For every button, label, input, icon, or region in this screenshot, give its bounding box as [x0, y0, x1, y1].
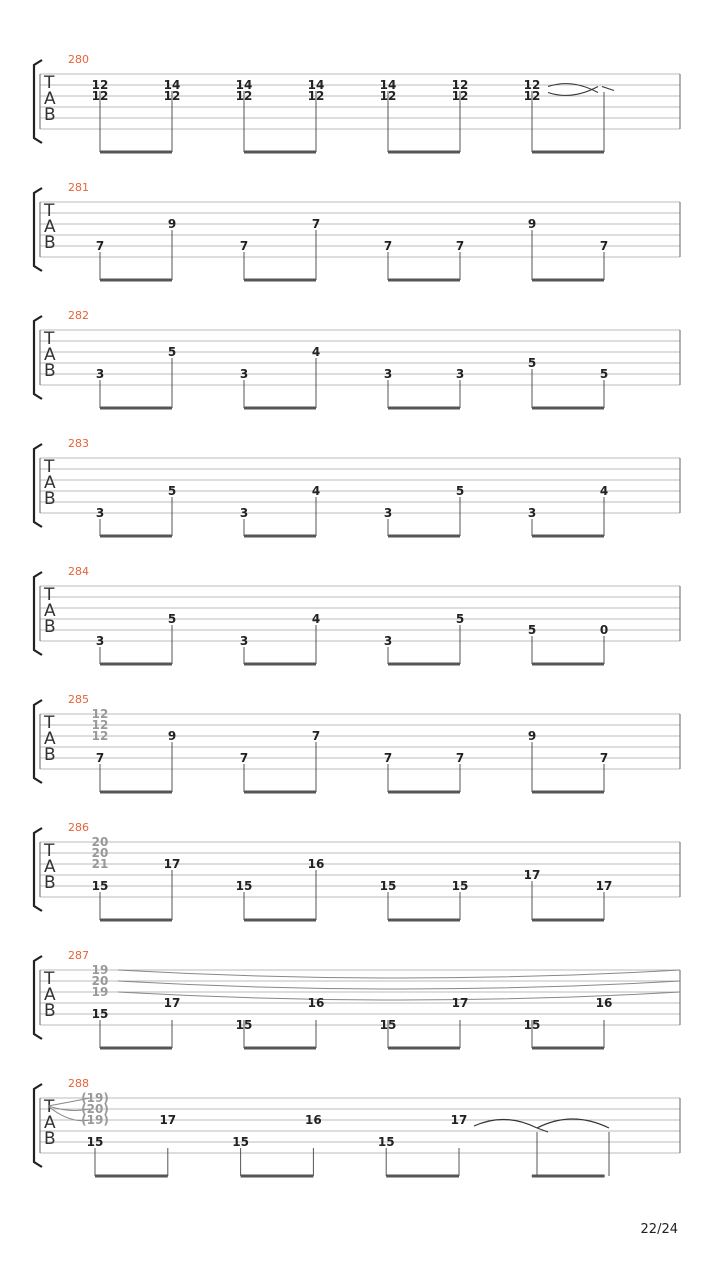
fret-number: 17 — [163, 996, 181, 1010]
fret-number: 3 — [239, 634, 249, 648]
fret-number: 21 — [91, 857, 109, 871]
fret-number: 14 — [307, 78, 325, 92]
fret-number: 7 — [455, 751, 465, 765]
tab-clef-letter: A — [44, 1113, 56, 1133]
fret-number: 3 — [239, 367, 249, 381]
tab-clef-letter: T — [44, 585, 55, 605]
measure-number: 285 — [68, 693, 89, 706]
tab-clef-letter: A — [44, 729, 56, 749]
fret-number: 12 — [91, 78, 109, 92]
fret-number: 15 — [232, 1135, 249, 1149]
fret-number: 7 — [311, 217, 321, 231]
tab-clef-letter: T — [44, 713, 55, 733]
fret-number: 15 — [91, 1007, 109, 1021]
tab-clef-letter: A — [44, 473, 56, 493]
fret-number: 14 — [235, 78, 253, 92]
fret-number: 12 — [451, 89, 469, 103]
fret-number: 7 — [383, 751, 393, 765]
fret-number: 20 — [91, 835, 109, 849]
tab-clef-letter: A — [44, 217, 56, 237]
fret-number: 16 — [307, 996, 325, 1010]
fret-number: 3 — [95, 506, 105, 520]
tab-clef-letter: T — [44, 73, 55, 93]
measure-number: 287 — [68, 949, 89, 962]
fret-number: 3 — [383, 506, 393, 520]
page-number: 22/24 — [640, 1222, 678, 1237]
fret-number: 5 — [455, 612, 465, 626]
measure-number: 286 — [68, 821, 89, 834]
harmonic-mark — [602, 87, 614, 91]
tab-clef-letter: B — [44, 873, 56, 893]
fret-number: 15 — [377, 1135, 395, 1149]
fret-number: 3 — [383, 634, 393, 648]
tab-clef-letter: B — [44, 617, 56, 637]
fret-number: 17 — [451, 996, 469, 1010]
tab-system — [34, 1077, 680, 1176]
fret-number: 15 — [91, 879, 109, 893]
fret-number: 12 — [163, 89, 181, 103]
tab-clef-letter: B — [44, 1129, 56, 1149]
tie-line — [118, 981, 680, 989]
tab-clef-letter: T — [44, 841, 55, 861]
fret-number: 20 — [91, 974, 109, 988]
fret-number: 3 — [383, 367, 393, 381]
fret-number: 4 — [311, 612, 321, 626]
tab-clef-letter: B — [44, 745, 56, 765]
fret-number: 3 — [239, 506, 249, 520]
fret-number: 7 — [239, 239, 249, 253]
fret-number: 12 — [91, 718, 109, 732]
tab-clef-letter: A — [44, 857, 56, 877]
fret-number: (20) — [81, 1102, 109, 1116]
fret-number: 5 — [599, 367, 609, 381]
fret-number: 15 — [86, 1135, 104, 1149]
fret-number: 16 — [305, 1113, 322, 1127]
fret-number: 15 — [235, 1018, 253, 1032]
fret-number: 15 — [379, 1018, 397, 1032]
system-bracket — [34, 828, 42, 911]
fret-number: 12 — [523, 89, 541, 103]
fret-number: 5 — [167, 484, 177, 498]
fret-number: 12 — [91, 707, 109, 721]
system-bracket — [34, 316, 42, 399]
measure-number: 280 — [68, 53, 89, 66]
tab-system — [34, 437, 680, 536]
fret-number: 4 — [311, 484, 321, 498]
fret-number: 3 — [95, 634, 105, 648]
system-bracket — [34, 444, 42, 527]
fret-number: 12 — [235, 89, 253, 103]
fret-number: 17 — [159, 1113, 177, 1127]
fret-number: 15 — [523, 1018, 541, 1032]
system-bracket — [34, 572, 42, 655]
system-bracket — [34, 956, 42, 1039]
fret-number: 3 — [95, 367, 105, 381]
fret-number: 14 — [379, 78, 397, 92]
fret-number: 15 — [451, 879, 469, 893]
measure-number: 281 — [68, 181, 89, 194]
tab-clef-letter: T — [44, 1097, 55, 1117]
fret-number: 3 — [527, 506, 537, 520]
tab-clef-letter: T — [44, 329, 55, 349]
fret-number: 7 — [599, 239, 609, 253]
fret-number: 9 — [527, 729, 537, 743]
fret-number: 9 — [167, 729, 177, 743]
fret-number: 12 — [379, 89, 397, 103]
slur — [474, 1119, 537, 1128]
tab-system — [34, 565, 680, 664]
fret-number: 7 — [311, 729, 321, 743]
fret-number: 17 — [163, 857, 181, 871]
measure-number: 288 — [68, 1077, 89, 1090]
fret-number: 5 — [527, 623, 537, 637]
tab-clef-letter: T — [44, 201, 55, 221]
system-bracket — [34, 700, 42, 783]
fret-number: 7 — [455, 239, 465, 253]
fret-number: 12 — [91, 729, 109, 743]
system-bracket — [34, 188, 42, 271]
fret-number: 15 — [235, 879, 253, 893]
fret-number: 7 — [383, 239, 393, 253]
fret-number: 7 — [239, 751, 249, 765]
fret-number: 5 — [167, 345, 177, 359]
fret-number: 17 — [523, 868, 541, 882]
fret-number: (19) — [81, 1091, 109, 1105]
tab-clef-letter: T — [44, 457, 55, 477]
tab-clef-letter: B — [44, 105, 56, 125]
fret-number: 16 — [307, 857, 325, 871]
measure-number: 282 — [68, 309, 89, 322]
fret-number: 7 — [95, 751, 105, 765]
tab-system — [34, 53, 680, 152]
fret-number: 5 — [527, 356, 537, 370]
fret-number: 16 — [595, 996, 613, 1010]
system-bracket — [34, 60, 42, 143]
tab-clef-letter: B — [44, 489, 56, 509]
fret-number: 7 — [95, 239, 105, 253]
harmonic-mark — [548, 87, 598, 96]
tab-clef-letter: B — [44, 1001, 56, 1021]
tie-line — [118, 970, 680, 978]
fret-number: 7 — [599, 751, 609, 765]
tab-clef-letter: B — [44, 361, 56, 381]
measure-number: 283 — [68, 437, 89, 450]
fret-number: 12 — [91, 89, 109, 103]
system-bracket — [34, 1084, 42, 1167]
tab-clef-letter: A — [44, 89, 56, 109]
fret-number: 4 — [599, 484, 609, 498]
tab-clef-letter: A — [44, 985, 56, 1005]
fret-number: 12 — [451, 78, 469, 92]
tab-clef-letter: A — [44, 601, 56, 621]
tab-system — [34, 181, 680, 280]
tab-clef-letter: B — [44, 233, 56, 253]
tab-system — [34, 821, 680, 920]
fret-number: 19 — [91, 985, 109, 999]
fret-number: 12 — [307, 89, 325, 103]
fret-number: 3 — [455, 367, 465, 381]
tab-system — [34, 949, 680, 1048]
fret-number: 14 — [163, 78, 181, 92]
tab-system — [34, 693, 680, 792]
measure-number: 284 — [68, 565, 89, 578]
fret-number: 19 — [91, 963, 109, 977]
fret-number: 0 — [599, 623, 609, 637]
fret-number: 5 — [455, 484, 465, 498]
fret-number: 17 — [595, 879, 613, 893]
fret-number: 20 — [91, 846, 109, 860]
tab-system — [34, 309, 680, 408]
fret-number: 9 — [167, 217, 177, 231]
fret-number: 15 — [379, 879, 397, 893]
fret-number: 4 — [311, 345, 321, 359]
fret-number: 17 — [450, 1113, 468, 1127]
tab-clef-letter: T — [44, 969, 55, 989]
fret-number: (19) — [81, 1113, 109, 1127]
fret-number: 12 — [523, 78, 541, 92]
fret-number: 5 — [167, 612, 177, 626]
tab-clef-letter: A — [44, 345, 56, 365]
fret-number: 9 — [527, 217, 537, 231]
